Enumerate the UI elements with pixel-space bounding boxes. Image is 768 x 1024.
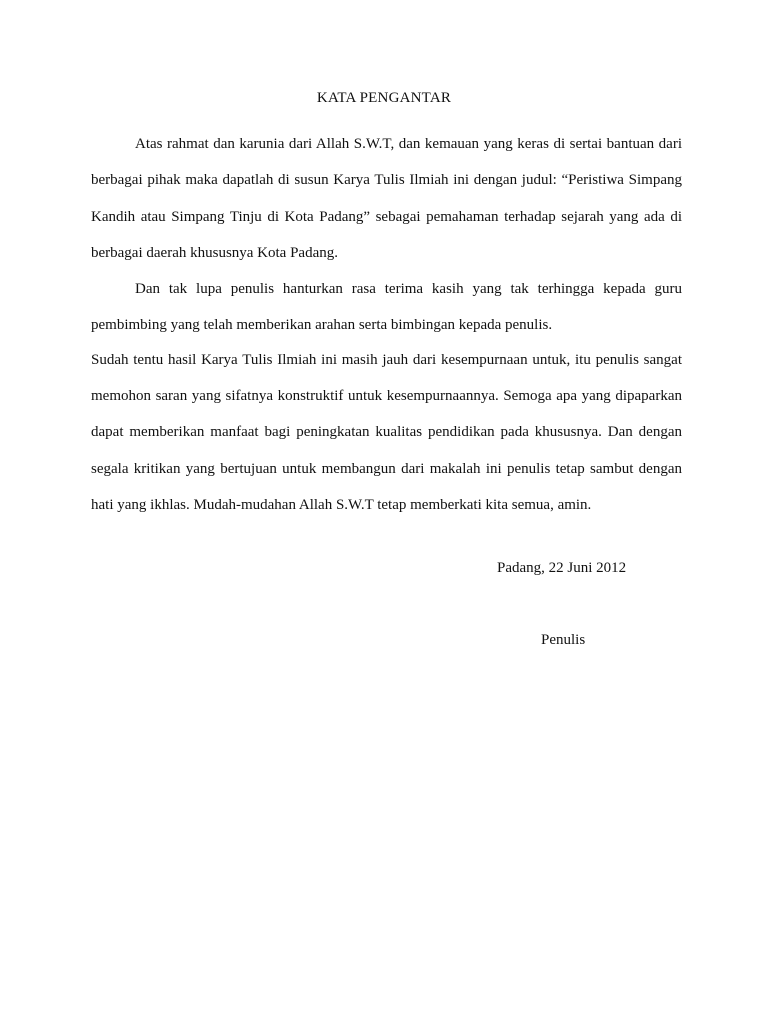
paragraph-1-line-3: Kandih atau Simpang Tinju di Kota Padang” sebagai pemahaman terhadap sejarah yang ada di xyxy=(91,208,682,225)
place-and-date: Padang, 22 Juni 2012 xyxy=(497,560,627,576)
paragraph-1-line-1: Atas rahmat dan karunia dari Allah S.W.T, dan kemauan yang keras di sertai bantuan dari xyxy=(135,136,682,152)
paragraph-1-line-4: berbagai daerah khususnya Kota Padang. xyxy=(91,244,339,261)
document-title: KATA PENGANTAR xyxy=(316,90,452,106)
signer-name: Penulis xyxy=(541,632,586,648)
paragraph-3-line-1: Sudah tentu hasil Karya Tulis Ilmiah ini masih jauh dari kesempurnaan untuk, itu penulis sangat xyxy=(91,351,682,368)
paragraph-1-line-2: berbagai pihak maka dapatlah di susun Karya Tulis Ilmiah ini dengan judul: “Peristiwa Simpang xyxy=(91,172,682,189)
paragraph-3-line-4: segala kritikan yang bertujuan untuk membangun dari makalah ini penulis tetap sambut dengan xyxy=(91,460,682,477)
paragraph-2-line-2: pembimbing yang telah memberikan arahan serta bimbingan kepada penulis. xyxy=(91,317,553,334)
paragraph-2-line-1: Dan tak lupa penulis hanturkan rasa terima kasih yang tak terhingga kepada guru xyxy=(135,281,682,298)
paragraph-3-line-2: memohon saran yang sifatnya konstruktif untuk kesempurnaannya. Semoga apa yang dipaparkan xyxy=(91,388,682,405)
paragraph-3-line-3: dapat memberikan manfaat bagi peningkatan kualitas pendidikan pada khususnya. Dan dengan xyxy=(91,424,682,441)
paragraph-3-line-5: hati yang ikhlas. Mudah-mudahan Allah S.W.T tetap memberkati kita semua, amin. xyxy=(91,496,592,513)
document-body xyxy=(91,126,682,523)
